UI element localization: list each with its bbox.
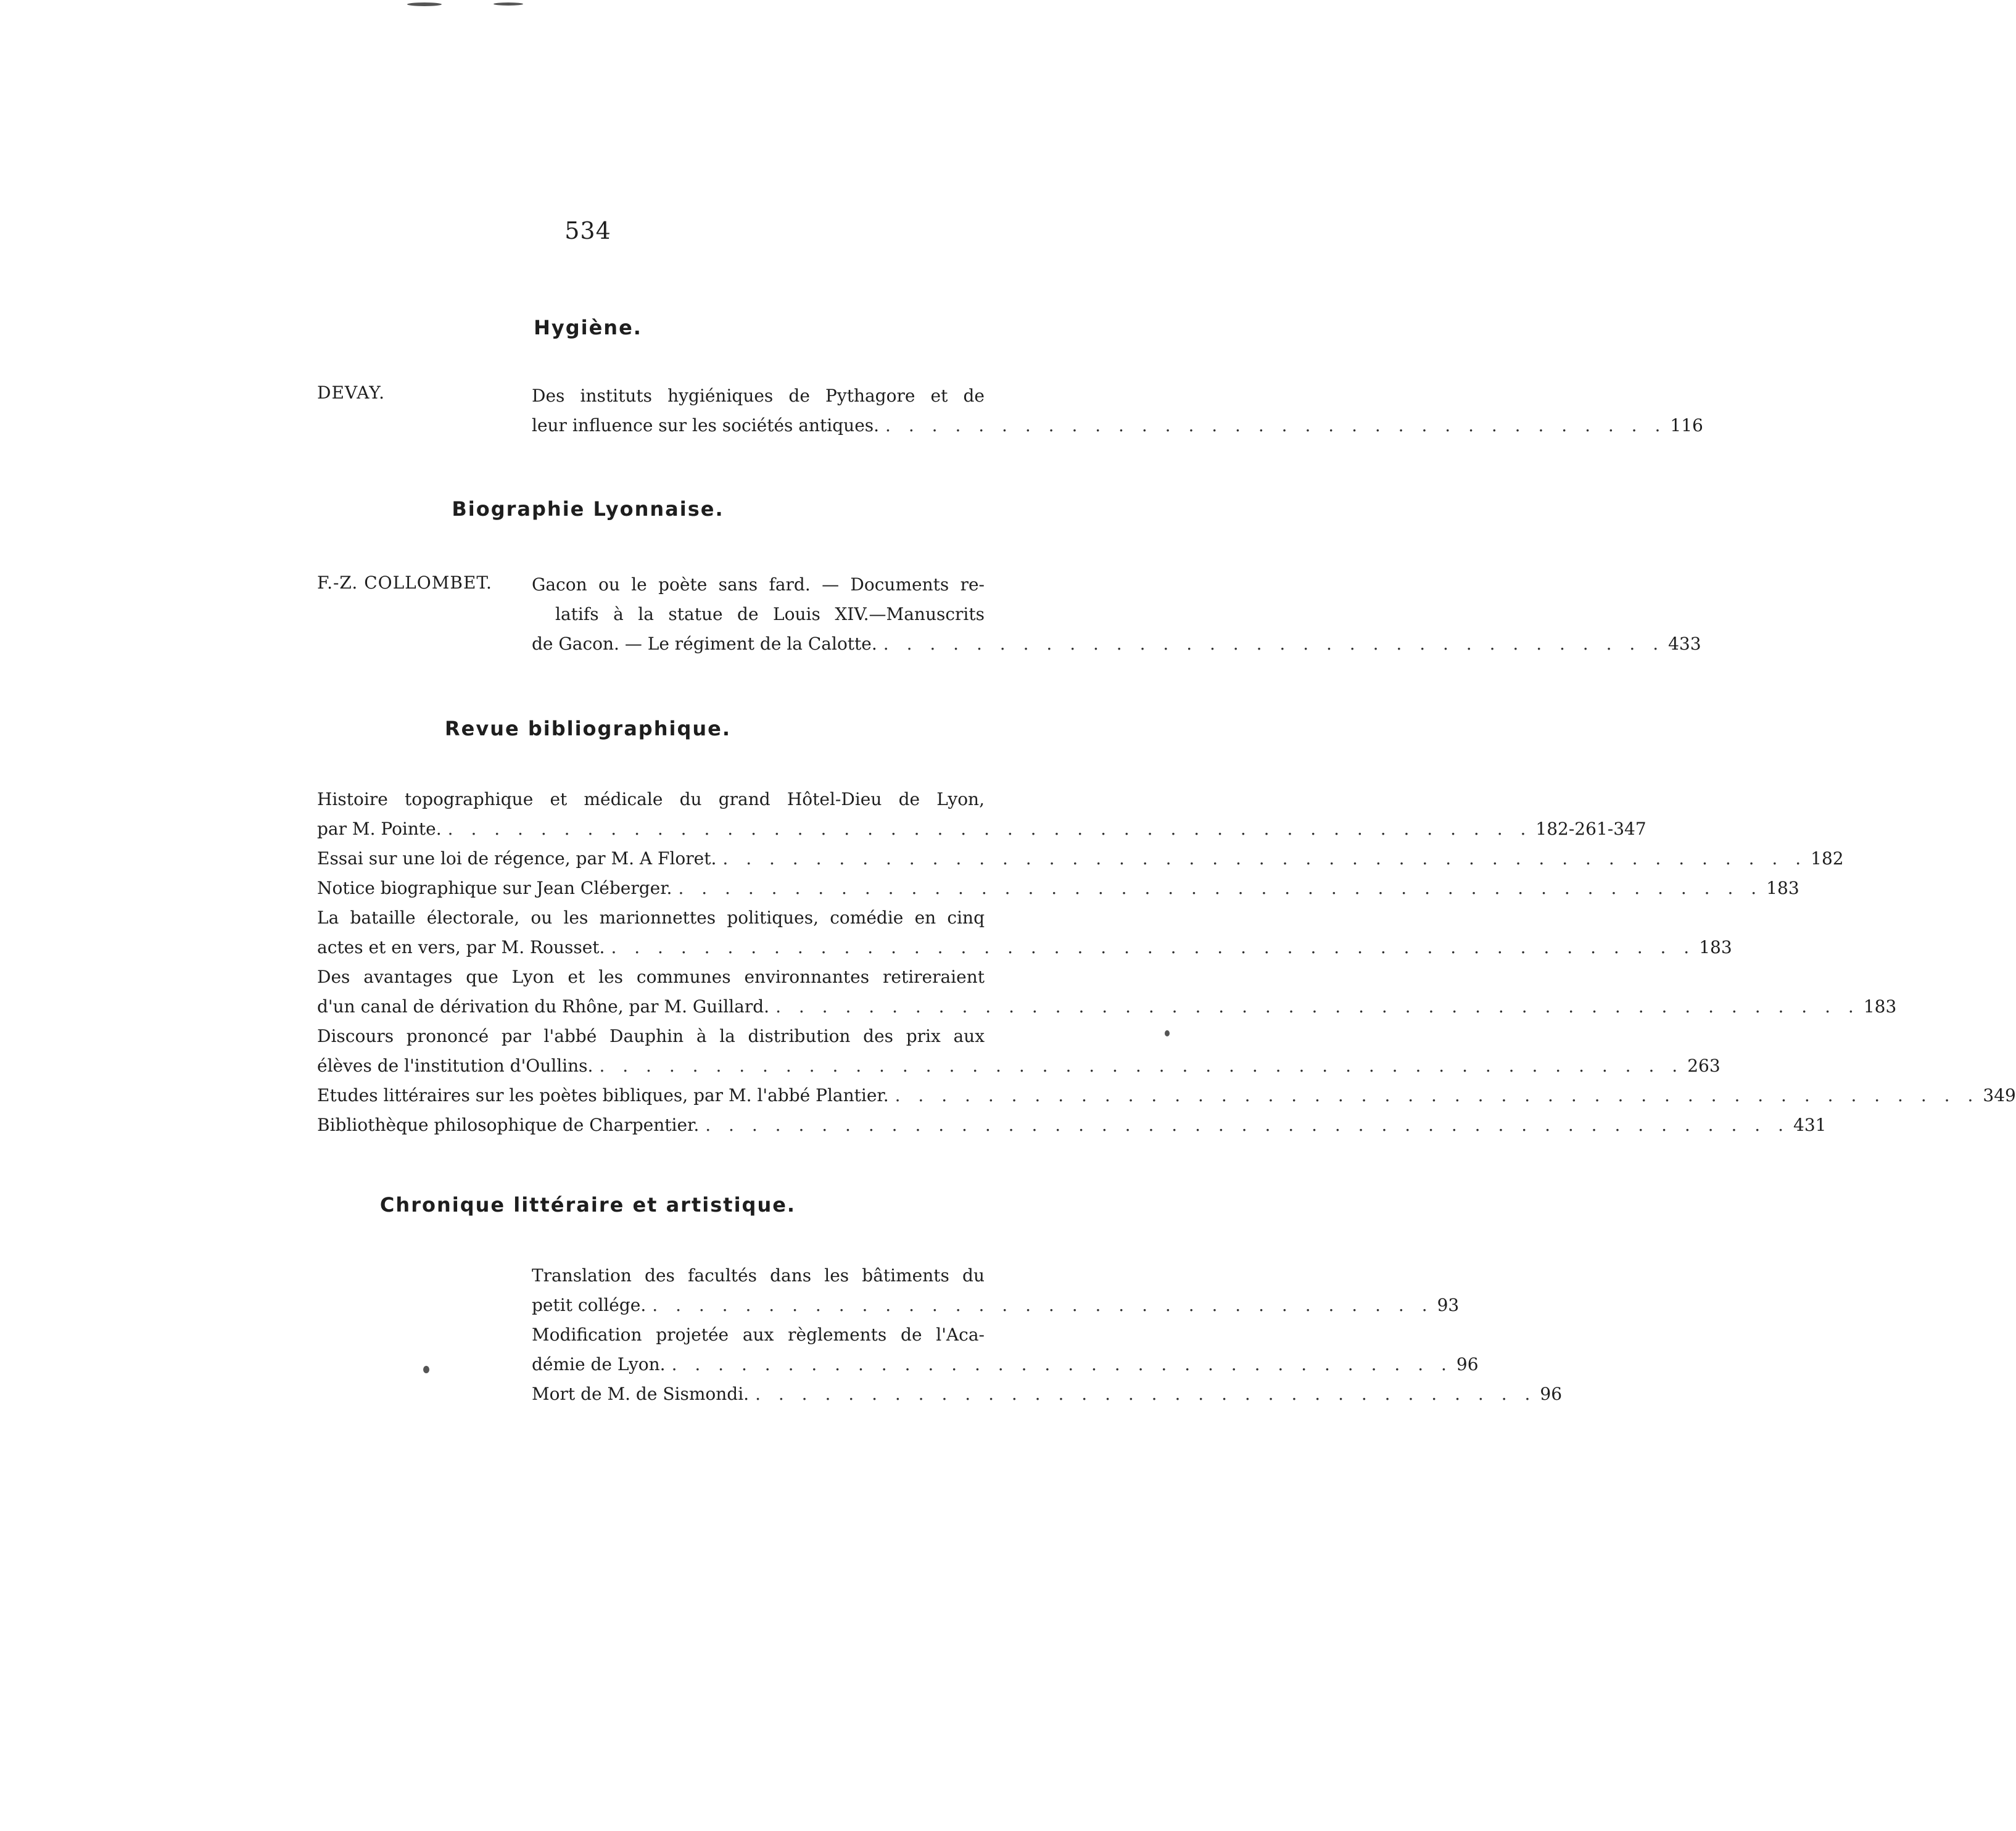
page-reference[interactable]: 183: [1766, 878, 1799, 898]
leader-dots: . . . . . . . . . . . . . . . . . . . . . . . . . . . . . . . . . . . . . . . . . . . . . . .: [705, 1115, 1790, 1135]
toc-list: [532, 1261, 1563, 1409]
entry-last-line: [317, 1051, 1721, 1081]
entry-last-line: [317, 933, 1732, 962]
page-reference[interactable]: 96: [1540, 1384, 1563, 1404]
page-reference[interactable]: 183: [1699, 937, 1732, 957]
page-reference[interactable]: 349: [1983, 1085, 2016, 1106]
leader-dots: . . . . . . . . . . . . . . . . . . . . . . . . . . . . . . . . . . . . . . . . . . . . . . .: [599, 1056, 1684, 1076]
section-heading-revue: Revue bibliographique.: [444, 717, 731, 740]
entry-title-end: Mort de M. de Sismondi.: [532, 1384, 750, 1404]
page-reference[interactable]: 431: [1793, 1115, 1827, 1135]
page-reference[interactable]: 93: [1437, 1295, 1460, 1315]
entry-title-end: de Gacon. — Le régiment de la Calotte.: [532, 634, 877, 654]
entry-title-end: leur influence sur les sociétés antiques.: [532, 415, 880, 436]
entry-last-line: [532, 1350, 1479, 1379]
entry-title-end: Essai sur une loi de régence, par M. A Floret.: [317, 848, 717, 869]
leader-dots: . . . . . . . . . . . . . . . . . . . . . . . . . . . . . . . . . .: [883, 634, 1665, 654]
entry-last-line: [317, 874, 1799, 903]
toc-entry[interactable]: [317, 903, 1732, 962]
leader-dots: . . . . . . . . . . . . . . . . . . . . . . . . . . . . . . . . . .: [885, 415, 1667, 436]
toc-entry[interactable]: [317, 844, 1844, 874]
entry-author: F.-Z. COLLOMBET.: [317, 572, 492, 593]
entry-last-line: [532, 1291, 1460, 1320]
entry-last-line: [317, 844, 1844, 874]
entry-title-end: Bibliothèque philosophique de Charpentier.: [317, 1115, 700, 1135]
toc-entry[interactable]: [317, 1022, 1721, 1081]
page-reference[interactable]: 182: [1811, 848, 1844, 869]
entry-last-line: [317, 1110, 1827, 1140]
leader-dots: . . . . . . . . . . . . . . . . . . . . . . . . . . . . . . . . . . . . . . . . . . . . . . .: [678, 878, 1763, 898]
page-number: 534: [564, 217, 611, 244]
page-reference[interactable]: 116: [1670, 415, 1703, 436]
toc-entry[interactable]: [317, 1110, 1827, 1140]
entry-line: Discours prononcé par l'abbé Dauphin à la distribution des prix aux: [317, 1026, 985, 1046]
entry-title-end: petit collége.: [532, 1295, 647, 1315]
entry-line: Histoire topographique et médicale du grand Hôtel-Dieu de Lyon,: [317, 789, 985, 809]
toc-entry[interactable]: [532, 1261, 1460, 1320]
leader-dots: . . . . . . . . . . . . . . . . . . . . . . . . . . . . . . . . . .: [755, 1384, 1537, 1404]
entry-title-end: élèves de l'institution d'Oullins.: [317, 1056, 593, 1076]
leader-dots: . . . . . . . . . . . . . . . . . . . . . . . . . . . . . . . . . . . . . . . . . . . . . . .: [611, 937, 1696, 957]
entry-author: DEVAY.: [317, 382, 386, 403]
toc-list: [317, 785, 2016, 1140]
page-reference[interactable]: 183: [1863, 996, 1897, 1017]
leader-dots: . . . . . . . . . . . . . . . . . . . . . . . . . . . . . . . . . . . . . . . . . . . . . . .: [894, 1085, 1980, 1106]
entry-last-line: [532, 411, 1703, 440]
entry-line: Modification projetée aux règlements de l'Aca-: [532, 1325, 985, 1345]
scan-artifact: [494, 2, 523, 6]
section-heading-chronique: Chronique littéraire et artistique.: [379, 1193, 796, 1217]
entry-last-line: [317, 1081, 2016, 1110]
leader-dots: . . . . . . . . . . . . . . . . . . . . . . . . . . . . . . . . . .: [652, 1295, 1434, 1315]
leader-dots: . . . . . . . . . . . . . . . . . . . . . . . . . . . . . . . . . .: [671, 1354, 1453, 1374]
entry-title-end: d'un canal de dérivation du Rhône, par M. Guillard.: [317, 996, 770, 1017]
toc-entry[interactable]: [317, 1081, 2016, 1110]
scan-artifact: [407, 2, 442, 6]
entry-line: latifs à la statue de Louis XIV.—Manuscrits: [555, 604, 985, 624]
entry-line: Des avantages que Lyon et les communes environnantes retireraient: [317, 967, 985, 987]
toc-entry[interactable]: [317, 785, 1646, 844]
leader-dots: . . . . . . . . . . . . . . . . . . . . . . . . . . . . . . . . . . . . . . . . . . . . . . .: [447, 819, 1532, 839]
scan-artifact: [423, 1366, 429, 1373]
section-heading-hygiene: Hygiène.: [534, 316, 642, 339]
toc-entry[interactable]: [532, 1379, 1563, 1409]
entry-line: Translation des facultés dans les bâtiments du: [532, 1265, 985, 1286]
toc-entry[interactable]: [532, 1320, 1479, 1379]
page-reference[interactable]: 433: [1668, 634, 1701, 654]
toc-entry[interactable]: [532, 570, 1701, 659]
entry-last-line: [532, 1379, 1563, 1409]
toc-entry[interactable]: [532, 381, 1703, 440]
entry-title-end: Etudes littéraires sur les poètes bibliques, par M. l'abbé Plantier.: [317, 1085, 889, 1106]
entry-title-end: Notice biographique sur Jean Cléberger.: [317, 878, 672, 898]
entry-last-line: [532, 629, 1701, 659]
section-heading-biographie: Biographie Lyonnaise.: [452, 497, 724, 521]
entry-line: Des instituts hygiéniques de Pythagore et de: [532, 386, 985, 406]
entry-last-line: [317, 814, 1646, 844]
toc-entry[interactable]: [317, 874, 1799, 903]
page-reference[interactable]: 182-261-347: [1535, 819, 1646, 839]
toc-entry[interactable]: [317, 962, 1897, 1022]
leader-dots: . . . . . . . . . . . . . . . . . . . . . . . . . . . . . . . . . . . . . . . . . . . . . . .: [775, 996, 1860, 1017]
entry-line: La bataille électorale, ou les marionnettes politiques, comédie en cinq: [317, 907, 985, 928]
entry-last-line: [317, 992, 1897, 1022]
scan-artifact: [1165, 1030, 1170, 1036]
leader-dots: . . . . . . . . . . . . . . . . . . . . . . . . . . . . . . . . . . . . . . . . . . . . . . .: [722, 848, 1807, 869]
page-reference[interactable]: 263: [1687, 1056, 1721, 1076]
entry-line: Gacon ou le poète sans fard. — Documents re-: [532, 574, 985, 595]
entry-title-end: actes et en vers, par M. Rousset.: [317, 937, 605, 957]
entry-title-end: par M. Pointe.: [317, 819, 442, 839]
page-reference[interactable]: 96: [1456, 1354, 1479, 1374]
entry-title-end: démie de Lyon.: [532, 1354, 666, 1374]
